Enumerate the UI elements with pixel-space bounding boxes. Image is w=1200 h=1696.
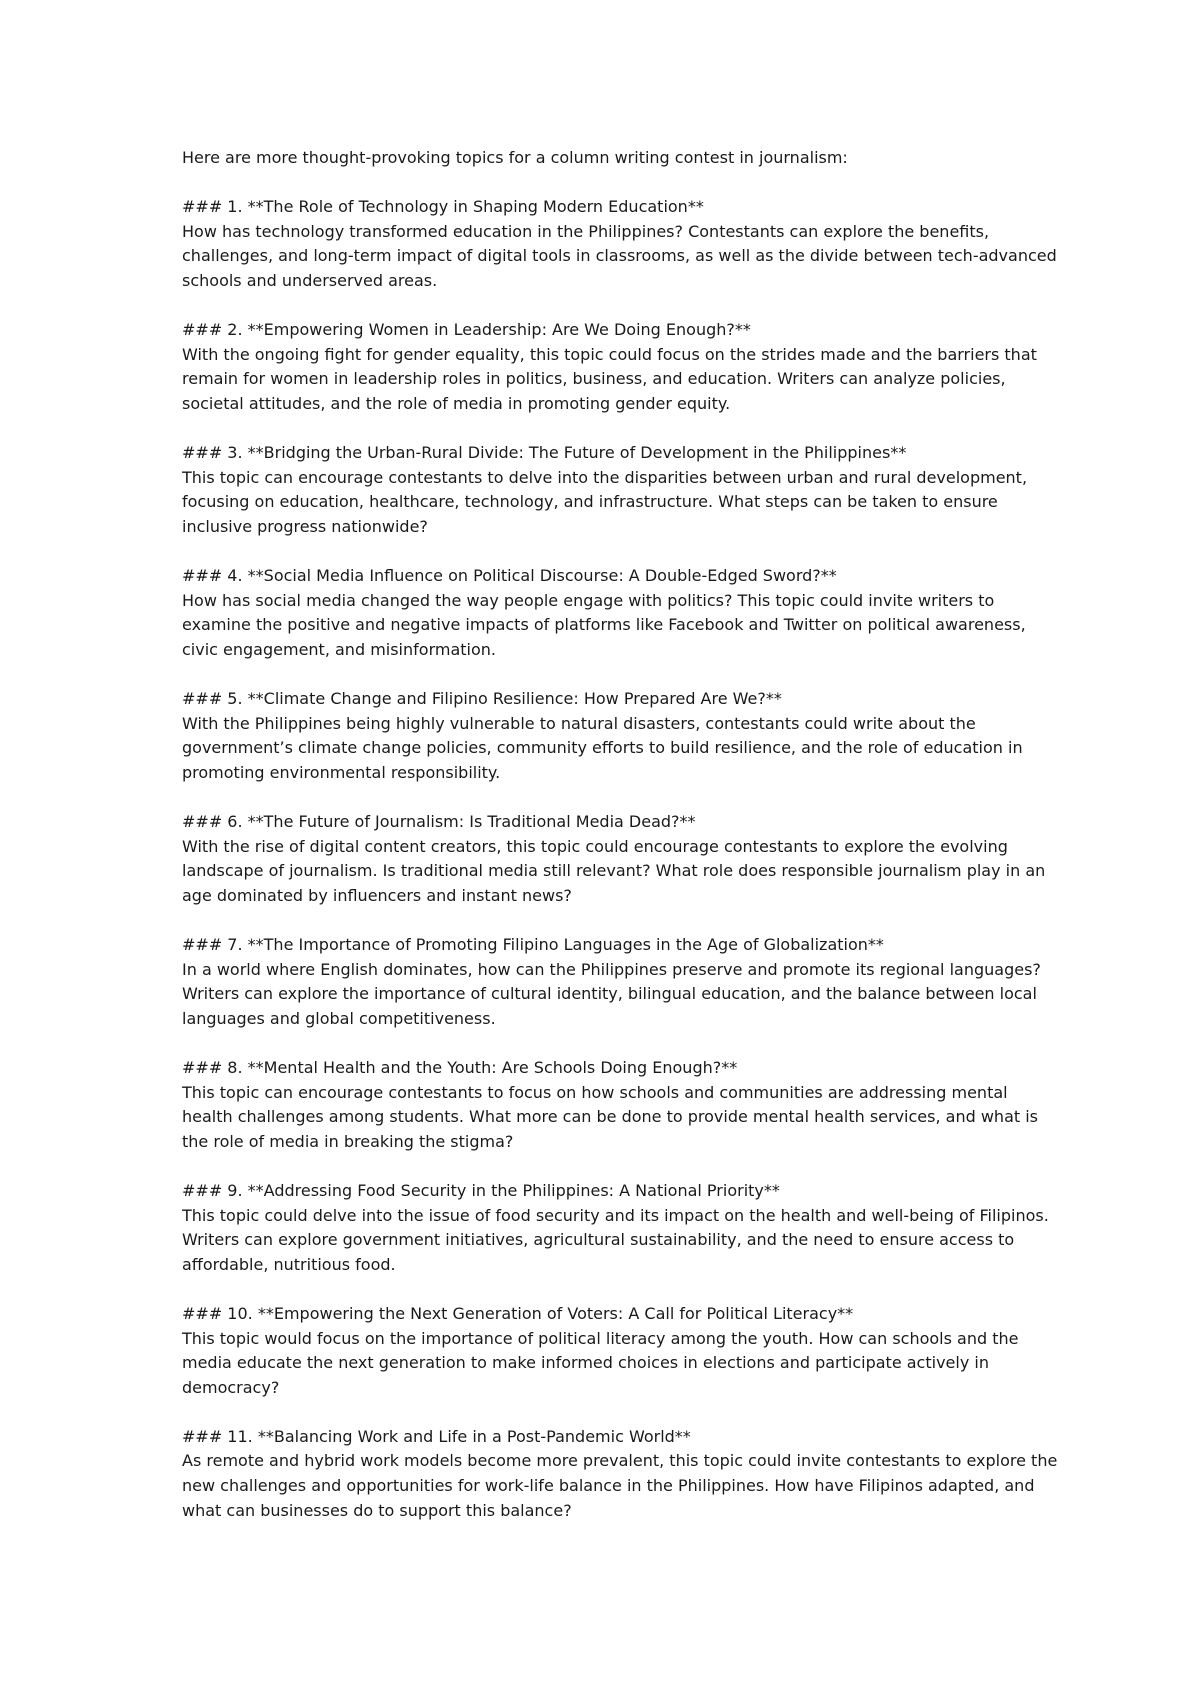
topic-heading: ### 5. **Climate Change and Filipino Resilience: How Prepared Are We?** — [182, 689, 782, 709]
topic-heading: ### 10. **Empowering the Next Generation of Voters: A Call for Political Literacy** — [182, 1303, 854, 1323]
topic-body: How has social media changed the way people engage with politics? This topic could invite writers to examine the positive and negative impacts of platforms like Facebook and Twitter on political awareness, civic engagement, and misinformation. — [182, 590, 1026, 659]
topic-heading: ### 3. **Bridging the Urban-Rural Divide: The Future of Development in the Philippines** — [182, 443, 907, 463]
topic-section — [182, 687, 1062, 785]
topic-body: In a world where English dominates, how can the Philippines preserve and promote its regional languages? Writers can explore the importance of cultural identity, bilingual education, and the balance between local languages and global competitiveness. — [182, 959, 1041, 1028]
topic-section — [182, 318, 1062, 416]
topic-section — [182, 933, 1062, 1031]
topic-body: With the rise of digital content creators, this topic could encourage contestants to explore the evolving landscape of journalism. Is traditional media still relevant? What role does responsible journalism play in an age dominated by influencers and instant news? — [182, 836, 1046, 905]
document-body — [182, 146, 1062, 1548]
topic-body: With the Philippines being highly vulnerable to natural disasters, contestants could write about the government’s climate change policies, community efforts to build resilience, and the role of education in promoting environmental responsibility. — [182, 713, 1023, 782]
topic-heading: ### 2. **Empowering Women in Leadership: Are We Doing Enough?** — [182, 320, 751, 340]
topic-heading: ### 9. **Addressing Food Security in the Philippines: A National Priority** — [182, 1180, 780, 1200]
topic-body: This topic can encourage contestants to delve into the disparities between urban and rural development, focusing on education, healthcare, technology, and infrastructure. What steps can be taken to ensure inclusive progress nationwide? — [182, 467, 1028, 536]
topic-body: With the ongoing fight for gender equality, this topic could focus on the strides made and the barriers that remain for women in leadership roles in politics, business, and education. Writers can analyze policies, societal attitudes, and the role of media in promoting gender equity. — [182, 344, 1037, 413]
topic-heading: ### 8. **Mental Health and the Youth: Are Schools Doing Enough?** — [182, 1057, 738, 1077]
topic-section — [182, 1179, 1062, 1277]
topic-section — [182, 441, 1062, 539]
topic-heading: ### 11. **Balancing Work and Life in a Post-Pandemic World** — [182, 1426, 691, 1446]
topic-body: This topic could delve into the issue of food security and its impact on the health and well-being of Filipinos. Writers can explore government initiatives, agricultural sustainability, and the need to ensure access to affordable, nutritious food. — [182, 1205, 1049, 1274]
topic-body: This topic can encourage contestants to focus on how schools and communities are addressing mental health challenges among students. What more can be done to provide mental health services, and what is the role of media in breaking the stigma? — [182, 1082, 1039, 1151]
topic-section — [182, 810, 1062, 908]
topic-section — [182, 564, 1062, 662]
topic-body: As remote and hybrid work models become more prevalent, this topic could invite contestants to explore the new challenges and opportunities for work-life balance in the Philippines. How have Filipinos adapted, and what can businesses do to support this balance? — [182, 1451, 1058, 1520]
intro-paragraph: Here are more thought-provoking topics for a column writing contest in journalism: — [182, 148, 848, 167]
topic-heading: ### 7. **The Importance of Promoting Filipino Languages in the Age of Globalization** — [182, 935, 884, 954]
topic-section — [182, 1056, 1062, 1154]
topic-heading: ### 6. **The Future of Journalism: Is Traditional Media Dead?** — [182, 812, 696, 832]
topic-heading: ### 4. **Social Media Influence on Political Discourse: A Double-Edged Sword?** — [182, 566, 837, 586]
topic-body: How has technology transformed education in the Philippines? Contestants can explore the benefits, challenges, and long-term impact of digital tools in classrooms, as well as the divide between tech-advanced schools and underserved areas. — [182, 221, 1057, 290]
topic-body: This topic would focus on the importance of political literacy among the youth. How can schools and the media educate the next generation to make informed choices in elections and participate actively in democracy? — [182, 1328, 1019, 1397]
topic-section — [182, 1425, 1062, 1523]
topic-section — [182, 195, 1062, 293]
topic-heading: ### 1. **The Role of Technology in Shaping Modern Education** — [182, 197, 704, 217]
topic-section — [182, 1302, 1062, 1400]
